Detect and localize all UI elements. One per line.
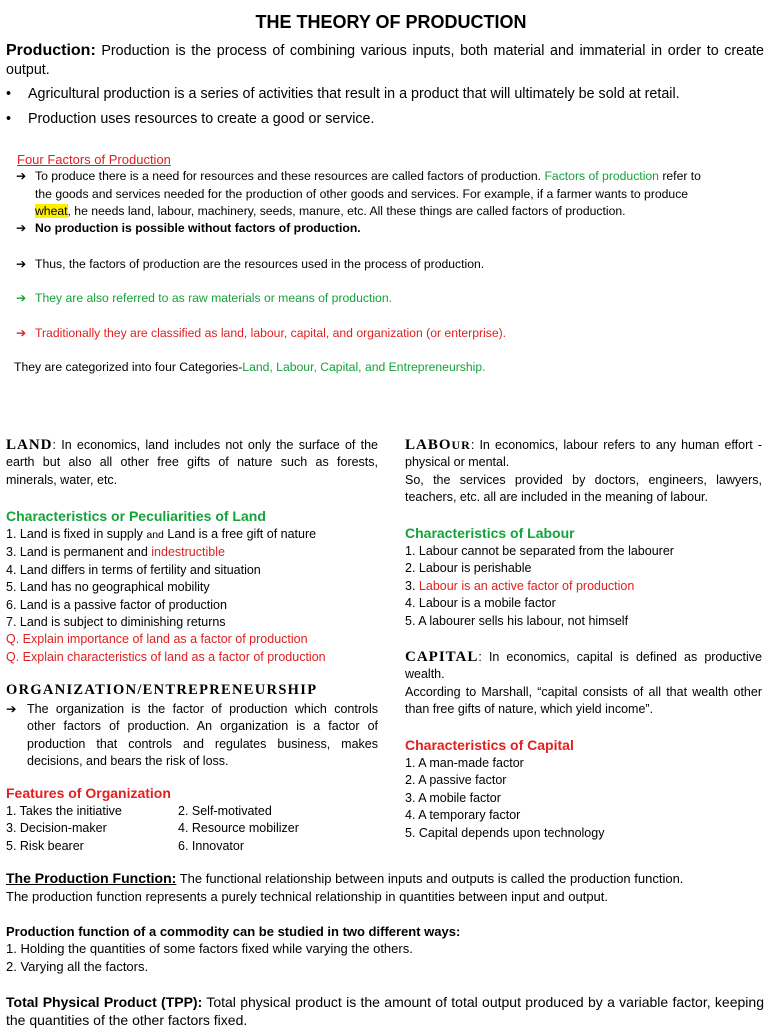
production-function-definition	[6, 870, 764, 887]
item-text-red: Labour is an active factor of production	[418, 578, 635, 593]
production-bullet-2	[6, 110, 766, 129]
bullet-text: Agricultural production is a series of activities that result in a product that will ultimately be sold at retail.	[28, 86, 680, 102]
categories-prefix: They are categorized into four Categories-	[14, 360, 243, 374]
factors-p1-line3-text: , he needs land, labour, machinery, seeds, manure, etc. All these things are called factors of production.	[67, 204, 626, 218]
list-item: 1. Labour cannot be separated from the labourer	[405, 544, 674, 558]
labour-heading: LABO	[405, 437, 452, 453]
list-item: 4. Resource mobilizer	[178, 821, 299, 836]
arrow-icon: ➔	[16, 169, 27, 183]
list-item: 5. Risk bearer	[6, 838, 84, 853]
factors-point-3	[16, 256, 768, 273]
production-function-way-1: 1. Holding the quantities of some factors fixed while varying the others.	[6, 941, 413, 956]
production-bullet-1	[6, 85, 766, 104]
list-item: 3. Decision-maker	[6, 821, 107, 836]
question-item: Q. Explain importance of land as a factor of production	[6, 632, 308, 647]
page-title: THE THEORY OF PRODUCTION	[255, 12, 527, 32]
land-heading: LAND	[6, 437, 53, 453]
list-item: 1. Takes the initiative	[6, 804, 122, 818]
list-item: 5. A labourer sells his labour, not himself	[405, 613, 629, 628]
tpp-text: Total physical product is the amount of total output produced by a variable factor, keeping the quantities of the other factors fixed.	[6, 994, 764, 1028]
factors-p5-text: Traditionally they are classified as land, labour, capital, and organization (or enterprise).	[35, 326, 507, 340]
labour-char-list	[405, 543, 762, 630]
production-function-way-2: 2. Varying all the factors.	[6, 959, 149, 974]
item-text: 3. Land is permanent and	[6, 545, 148, 560]
factors-point-2	[16, 220, 768, 237]
production-definition	[6, 41, 764, 80]
item-text: and	[146, 529, 164, 541]
highlighted-word: wheat	[35, 204, 68, 218]
factors-point-5	[16, 325, 768, 342]
factors-p1-line3	[35, 203, 768, 220]
production-function-ways-heading: Production function of a commodity can be studied in two different ways:	[6, 924, 461, 939]
land-text: : In economics, land includes not only the surface of the earth but also all other free gifts of nature such as forests, minerals, water, etc.	[6, 438, 378, 487]
capital-heading: CAPITAL	[405, 649, 479, 665]
capital-section	[405, 649, 762, 684]
production-function-text: The functional relationship between inputs and outputs is called the production function.	[179, 871, 684, 886]
capital-text: : In economics, capital is defined as productive wealth.	[405, 650, 762, 682]
item-text: 1. Land is fixed in supply	[6, 527, 143, 541]
list-item: 2. Self-motivated	[178, 804, 272, 818]
question-item: Q. Explain characteristics of land as a factor of production	[6, 649, 326, 664]
land-char-list	[6, 526, 378, 666]
bullet-icon: •	[6, 111, 12, 127]
organization-features-list	[6, 803, 378, 855]
production-function-term: The Production Function:	[6, 870, 177, 886]
factors-p3-text: Thus, the factors of production are the resources used in the process of production.	[35, 257, 485, 271]
capital-char-list	[405, 755, 762, 842]
list-item: 6. Innovator	[178, 838, 245, 853]
arrow-icon: ➔	[6, 702, 17, 716]
arrow-icon: ➔	[16, 257, 27, 271]
factors-p1-green: Factors of production	[544, 169, 659, 183]
list-item	[6, 544, 378, 561]
list-item: 1. A man-made factor	[405, 756, 524, 770]
capital-char-heading: Characteristics of Capital	[405, 737, 574, 753]
factors-p1-tail: refer to	[662, 169, 701, 183]
labour-text: : In economics, labour refers to any human effort - physical or mental.	[405, 438, 762, 470]
labour-heading-tail: UR	[451, 438, 471, 452]
land-char-heading: Characteristics or Peculiarities of Land	[6, 508, 266, 524]
factors-heading: Four Factors of Production	[17, 152, 171, 167]
list-item: 4. A temporary factor	[405, 808, 521, 823]
item-text: Land is a free gift of nature	[167, 527, 317, 541]
labour-section	[405, 437, 762, 472]
list-item: 3. A mobile factor	[405, 790, 501, 805]
item-text-red: indestructible	[151, 545, 225, 560]
bullet-text: Production uses resources to create a good or service.	[28, 111, 375, 127]
factors-p2-text: No production is possible without factors of production.	[35, 221, 361, 235]
list-item: 5. Land has no geographical mobility	[6, 580, 210, 595]
categories-line	[14, 359, 486, 376]
organization-text: The organization is the factor of production which controls other factors of production. An organization is a factor of production that controls and regulates business, makes decisions, and bears the risk of loss.	[27, 702, 378, 769]
land-section	[6, 437, 378, 489]
factors-point-1	[16, 168, 768, 185]
labour-text-2: So, the services provided by doctors, engineers, lawyers, teachers, etc. all are included in the meaning of labour.	[405, 473, 762, 505]
list-item: 6. Land is a passive factor of production	[6, 597, 227, 612]
labour-char-heading: Characteristics of Labour	[405, 525, 575, 541]
production-function-line2: The production function represents a purely technical relationship in quantities between input and output.	[6, 889, 608, 904]
bullet-icon: •	[6, 86, 12, 102]
arrow-icon: ➔	[16, 221, 27, 235]
list-item	[6, 526, 378, 544]
list-item: 7. Land is subject to diminishing returns	[6, 615, 226, 630]
factors-p1-line2: the goods and services needed for the production of other goods and services. For example, if a farmer wants to produce	[35, 187, 689, 201]
organization-heading: ORGANIZATION/ENTREPRENEURSHIP	[6, 682, 318, 698]
arrow-icon: ➔	[16, 326, 27, 340]
item-number: 3.	[405, 578, 416, 593]
factors-p4-text: They are also referred to as raw materials or means of production.	[35, 291, 392, 305]
factors-p1-text: To produce there is a need for resources and these resources are called factors of production.	[35, 169, 542, 183]
organization-features-heading: Features of Organization	[6, 785, 171, 801]
list-item: 2. Labour is perishable	[405, 561, 532, 576]
list-item: 2. A passive factor	[405, 773, 507, 788]
tpp-term: Total Physical Product (TPP):	[6, 994, 203, 1010]
production-definition-text: Production is the process of combining various inputs, both material and immaterial in order to create output.	[6, 43, 764, 78]
list-item	[405, 578, 762, 595]
arrow-icon: ➔	[16, 291, 27, 305]
factors-point-4	[16, 290, 768, 307]
categories-list: Land, Labour, Capital, and Entrepreneurship.	[242, 360, 486, 374]
list-item: 4. Land differs in terms of fertility and situation	[6, 562, 261, 577]
list-item: 4. Labour is a mobile factor	[405, 596, 556, 611]
capital-text-2: According to Marshall, “capital consists of all that wealth other than free gifts of nature, which yield income”.	[405, 685, 762, 717]
list-item: 5. Capital depends upon technology	[405, 825, 605, 840]
production-term: Production:	[6, 42, 96, 59]
